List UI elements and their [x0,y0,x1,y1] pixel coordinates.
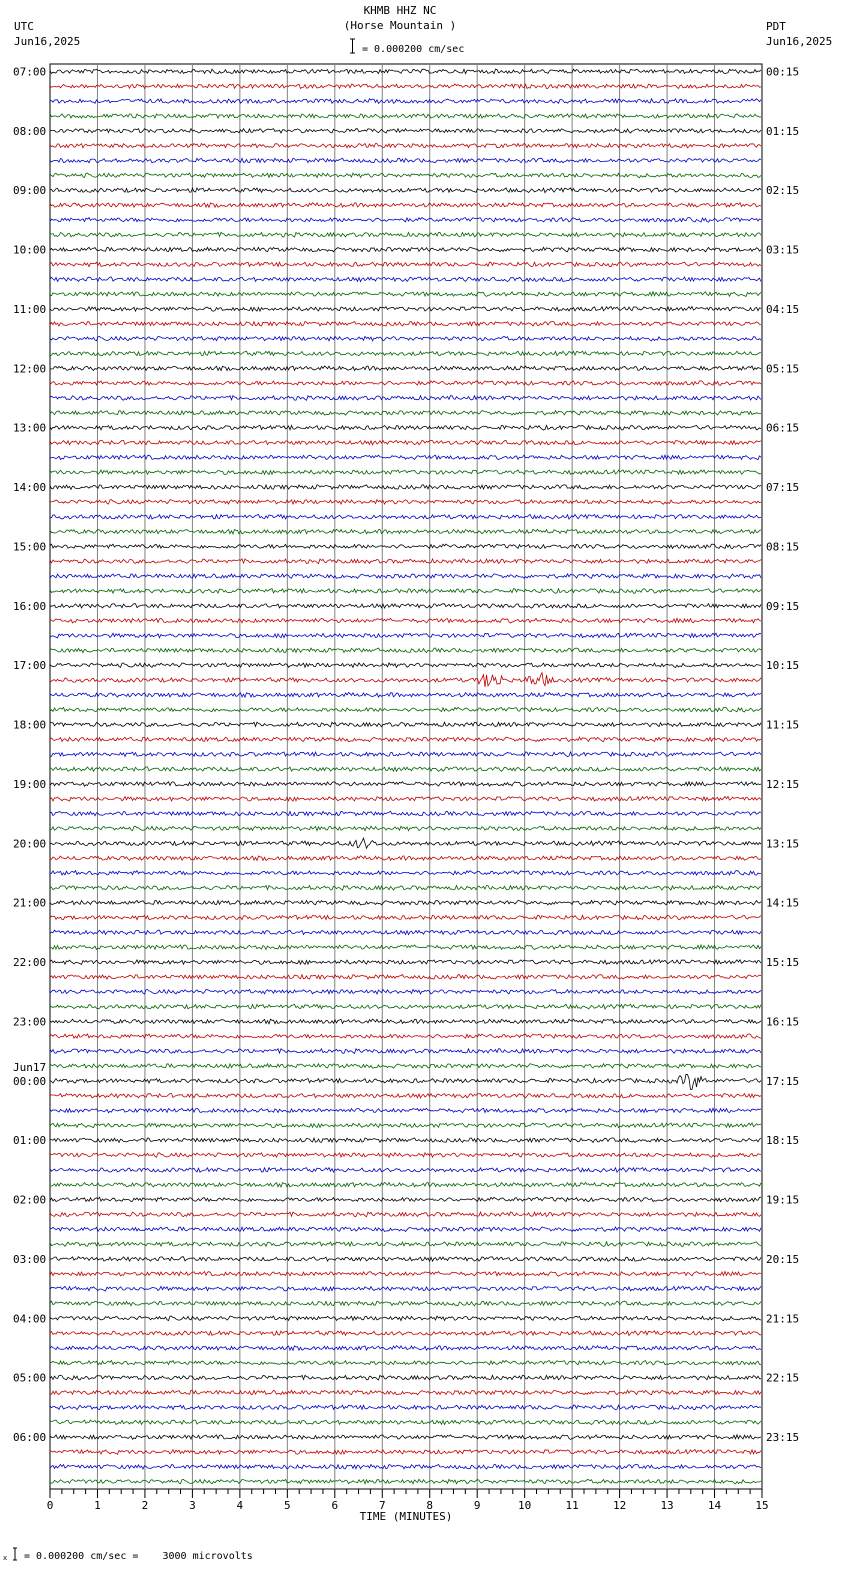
right-hour-label: 22:15 [766,1371,800,1385]
trace-line [50,915,761,920]
trace-line [50,1390,761,1395]
trace-line [50,173,761,178]
trace-line [50,455,761,460]
left-hour-label: 19:00 [13,777,47,791]
x-tick-label: 12 [612,1499,627,1512]
trace-line [50,307,761,312]
right-hour-label: 01:15 [766,124,800,138]
x-tick-label: 5 [284,1499,291,1512]
trace-line [50,218,761,223]
trace-line [50,1168,761,1173]
left-hour-label: 01:00 [13,1134,47,1148]
trace-line [50,663,761,668]
trace-line [50,144,761,148]
trace-line [50,1019,761,1024]
right-hour-label: 03:15 [766,243,800,257]
right-hour-label: 00:15 [766,65,800,79]
trace-line [50,1301,761,1306]
right-hour-label: 16:15 [766,1015,800,1029]
plot-frame [50,64,762,1489]
trace-line [50,485,761,490]
left-hour-label: 10:00 [13,243,47,257]
trace-line [50,1074,761,1089]
x-tick-label: 13 [660,1499,674,1512]
trace-line [50,673,761,687]
x-axis-title: TIME (MINUTES) [359,1510,453,1523]
trace-line [50,1257,761,1262]
left-hour-label: 00:00 [13,1074,47,1088]
trace-line [50,945,761,950]
left-hour-label: 16:00 [13,599,47,613]
trace-line [50,838,761,848]
left-hour-label: 02:00 [13,1193,47,1207]
footer-scale-note: = 0.000200 cm/sec = 3000 microvolts [24,1551,253,1562]
right-hour-label: 07:15 [766,481,800,495]
trace-line [50,1049,761,1054]
x-tick-label: 3 [189,1499,196,1512]
trace-line [50,930,761,935]
right-hour-label: 17:15 [766,1074,800,1088]
trace-line [50,440,761,444]
trace-line [50,1361,761,1365]
x-tick-label: 7 [378,1499,386,1512]
trace-line [50,693,761,698]
trace-line [50,574,761,579]
trace-line [50,900,761,905]
trace-line [50,782,761,787]
trace-line [50,1316,761,1321]
trace-line [50,1064,761,1069]
left-hour-label: 04:00 [13,1312,47,1326]
trace-line [50,559,761,564]
trace-line [50,99,761,104]
x-tick-label: 9 [473,1499,481,1512]
x-tick-label: 15 [755,1499,769,1512]
trace-line [50,871,761,876]
x-tick-label: 4 [236,1499,244,1512]
x-tick-label: 0 [46,1499,54,1512]
trace-line [50,811,761,816]
x-tick-label: 1 [94,1499,101,1512]
trace-line [50,262,761,267]
trace-line [50,411,761,416]
left-hour-label: 14:00 [13,481,47,495]
trace-line [50,69,761,74]
left-hour-label: 09:00 [13,184,47,198]
trace-line [50,1435,761,1440]
trace-line [50,826,761,831]
x-tick-label: 2 [141,1499,149,1512]
trace-line [50,1138,761,1143]
trace-line [50,1479,761,1484]
trace-line [50,129,761,134]
trace-line [50,247,761,252]
left-hour-label: 20:00 [13,837,47,851]
right-hour-label: 04:15 [766,302,800,316]
trace-line [50,633,761,638]
left-hour-label: 22:00 [13,956,47,970]
trace-line [50,158,761,163]
trace-line [50,292,761,297]
trace-line [50,396,761,401]
left-hour-label: 17:00 [13,659,47,673]
left-hour-label: 13:00 [13,421,47,435]
trace-line [50,1094,761,1098]
trace-line [50,1450,761,1455]
trace-line [50,232,761,237]
trace-line [50,737,761,742]
trace-line [50,722,761,727]
right-hour-label: 23:15 [766,1431,800,1445]
left-hour-label: 07:00 [13,65,47,79]
left-hour-label: 21:00 [13,896,47,910]
trace-line [50,886,761,891]
trace-line [50,500,761,505]
trace-line [50,544,761,549]
right-hour-label: 14:15 [766,896,800,910]
trace-line [50,796,761,801]
right-hour-label: 02:15 [766,184,800,198]
trace-line [50,1034,761,1038]
trace-line [50,707,761,712]
trace-line [50,767,761,772]
trace-line [50,1123,761,1128]
trace-line [50,1464,761,1469]
trace-line [50,1346,761,1351]
left-hour-label: 15:00 [13,540,47,554]
trace-line [50,351,761,356]
right-hour-label: 06:15 [766,421,800,435]
trace-line [50,604,761,609]
trace-line [50,114,761,119]
location-title: (Horse Mountain ) [343,19,457,32]
right-timezone: PDT [766,20,786,33]
left-hour-label: 11:00 [13,302,47,316]
trace-line [50,203,761,208]
station-title: KHMB HHZ NC [363,4,437,17]
trace-line [50,515,761,520]
trace-line [50,1420,761,1425]
svg-text:x: x [3,1554,8,1562]
right-hour-label: 11:15 [766,718,800,732]
left-hour-label: 18:00 [13,718,47,732]
right-hour-label: 12:15 [766,777,800,791]
right-hour-label: 09:15 [766,599,800,613]
trace-line [50,322,761,327]
right-hour-label: 20:15 [766,1252,800,1266]
left-timezone: UTC [14,20,34,33]
trace-line [50,975,761,980]
left-hour-label: 12:00 [13,362,47,376]
trace-line [50,84,761,89]
right-hour-label: 13:15 [766,837,800,851]
right-hour-label: 08:15 [766,540,800,554]
trace-line [50,1197,761,1201]
right-hour-label: 19:15 [766,1193,800,1207]
right-date: Jun16,2025 [766,35,833,48]
right-hour-label: 21:15 [766,1312,800,1326]
scale-label: = 0.000200 cm/sec [362,44,465,55]
trace-line [50,529,761,534]
trace-line [50,589,761,594]
trace-line [50,1153,761,1158]
right-hour-label: 05:15 [766,362,800,376]
footer-scale-bar-icon [3,1546,19,1562]
trace-line [50,425,761,430]
trace-line [50,1212,761,1217]
x-tick-label: 10 [518,1499,532,1512]
trace-line [50,1331,761,1336]
trace-line [50,1004,761,1009]
x-tick-label: 11 [565,1499,579,1512]
trace-line [50,336,761,341]
trace-line [50,1405,761,1410]
trace-line [50,1108,761,1113]
left-hour-label: 08:00 [13,124,47,138]
trace-line [50,366,761,371]
trace-line [50,470,761,475]
x-tick-label: 8 [426,1499,434,1512]
trace-line [50,618,761,623]
trace-line [50,1286,761,1291]
left-hour-label: 23:00 [13,1015,47,1029]
trace-line [50,1242,761,1247]
trace-line [50,752,761,757]
left-hour-label: 06:00 [13,1431,47,1445]
right-hour-label: 15:15 [766,956,800,970]
trace-line [50,1272,761,1277]
left-hour-label: 05:00 [13,1371,47,1385]
left-hour-label: 03:00 [13,1252,47,1266]
trace-line [50,277,761,281]
trace-line [50,1182,761,1187]
x-tick-label: 6 [331,1499,339,1512]
trace-line [50,1227,761,1232]
trace-line [50,648,761,653]
trace-line [50,960,761,965]
right-hour-label: 10:15 [766,659,800,673]
date-break-label: Jun17 [13,1060,47,1074]
trace-line [50,990,761,995]
left-date: Jun16,2025 [14,35,81,48]
trace-line [50,856,761,861]
trace-line [50,188,761,193]
trace-line [50,1375,761,1380]
x-tick-label: 14 [707,1499,722,1512]
trace-line [50,381,761,386]
right-hour-label: 18:15 [766,1134,800,1148]
